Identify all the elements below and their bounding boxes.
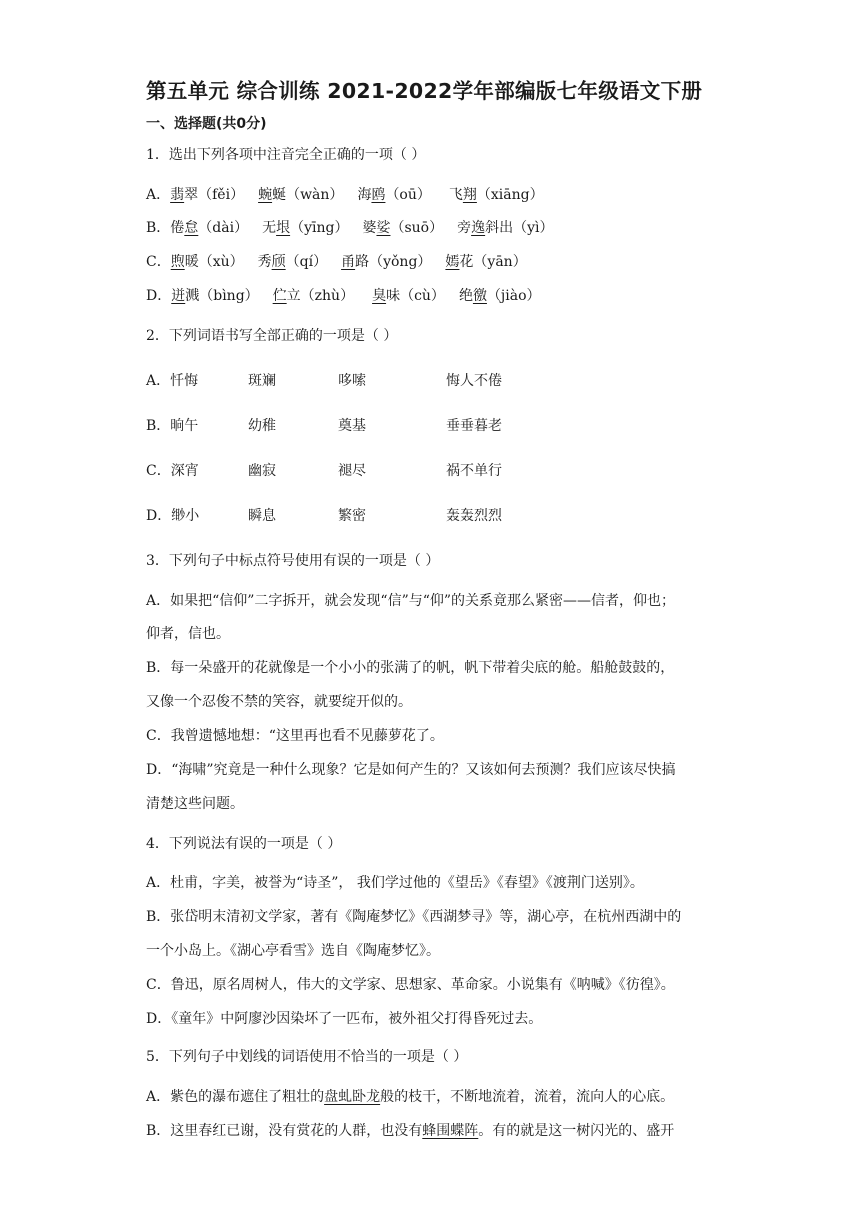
question-5-stem: 5．下列句子中划线的词语使用不恰当的一项是（ ） bbox=[146, 1049, 468, 1065]
q3-option-b[interactable]: B．每一朵盛开的花就像是一个小小的张满了的帆，帆下带着尖底的舱。船舱鼓鼓的， bbox=[146, 660, 675, 676]
option-text: B．这里春红已谢，没有赏花的人群，也没有 bbox=[146, 1123, 423, 1139]
option-text: 旁 bbox=[457, 220, 472, 236]
q3-option-a-cont: 仰者，信也。 bbox=[146, 626, 230, 642]
word-cell: D．缈小 bbox=[146, 508, 200, 524]
q1-option-b[interactable] bbox=[146, 218, 554, 238]
q5-option-b[interactable] bbox=[146, 1121, 674, 1141]
q3-option-c[interactable]: C．我曾遗憾地想：“这里再也看不见藤萝花了。 bbox=[146, 728, 444, 744]
q3-option-b-cont: 又像一个忍俊不禁的笑容，就要绽开似的。 bbox=[146, 694, 412, 710]
q5-option-a[interactable] bbox=[146, 1087, 674, 1107]
option-text: 花（yān） bbox=[459, 254, 527, 270]
option-text: 绝 bbox=[458, 288, 473, 304]
underlined-char: 臭 bbox=[372, 288, 387, 304]
option-text: （suō） bbox=[390, 220, 444, 236]
underlined-char: 翔 bbox=[462, 187, 477, 203]
option-text: 斜出（yì） bbox=[485, 220, 554, 236]
word-cell: 褪尽 bbox=[338, 463, 366, 479]
word-cell: C．深宵 bbox=[146, 463, 199, 479]
option-text: 无 bbox=[262, 220, 277, 236]
underlined-char: 娑 bbox=[376, 220, 391, 236]
option-text: 翠（fěi） bbox=[184, 187, 245, 203]
underlined-char: 怠 bbox=[184, 220, 199, 236]
option-text: 立（zhù） bbox=[286, 288, 355, 304]
option-text: 婆 bbox=[362, 220, 377, 236]
option-text: （dài） bbox=[198, 220, 249, 236]
option-text: 暖（xù） bbox=[184, 254, 244, 270]
option-text: （yīng） bbox=[290, 220, 349, 236]
option-text: （xiāng） bbox=[476, 187, 544, 203]
underlined-char: 颀 bbox=[271, 254, 286, 270]
option-text: （qí） bbox=[285, 254, 328, 270]
q1-option-d[interactable] bbox=[146, 286, 541, 306]
underlined-char: 垠 bbox=[276, 220, 291, 236]
underlined-char: 嫣 bbox=[445, 254, 460, 270]
q4-option-b-cont: 一个小岛上。《湖心亭看雪》选自《陶庵梦忆》。 bbox=[146, 943, 440, 959]
q1-option-a[interactable] bbox=[146, 185, 544, 205]
option-text: 海 bbox=[357, 187, 372, 203]
option-text: 般的枝干，不断地流着，流着，流向人的心底。 bbox=[380, 1089, 675, 1105]
word-cell: 繁密 bbox=[338, 508, 366, 524]
word-cell: 斑斓 bbox=[248, 373, 276, 389]
question-3-stem: 3．下列句子中标点符号使用有误的一项是（ ） bbox=[146, 553, 440, 569]
underlined-char: 徼 bbox=[472, 288, 487, 304]
q3-option-a[interactable]: A．如果把“信仰”二字拆开，就会发现“信”与“仰”的关系竟那么紧密——信者，仰也； bbox=[146, 593, 676, 609]
underlined-char: 伫 bbox=[272, 288, 287, 304]
underlined-char: 逸 bbox=[471, 220, 486, 236]
option-text: （oū） bbox=[385, 187, 431, 203]
section-heading: 一、选择题(共0分) bbox=[146, 116, 267, 132]
q4-option-b[interactable]: B．张岱明末清初文学家，著有《陶庵梦忆》《西湖梦寻》等，湖心亭，在杭州西湖中的 bbox=[146, 909, 682, 925]
page-title: 第五单元 综合训练 2021-2022学年部编版七年级语文下册 bbox=[146, 79, 703, 103]
option-text: 蜒（wàn） bbox=[272, 187, 344, 203]
underlined-char: 蜿 bbox=[258, 187, 273, 203]
q3-option-d[interactable]: D．“海啸”究竟是一种什么现象？它是如何产生的？又该如何去预测？我们应该尽快搞 bbox=[146, 762, 676, 778]
word-cell: 轰轰烈烈 bbox=[446, 508, 502, 524]
underlined-phrase: 蜂围蝶阵 bbox=[422, 1123, 479, 1139]
underlined-char: 甬 bbox=[341, 254, 356, 270]
word-cell: 垂垂暮老 bbox=[446, 418, 502, 434]
option-label: D． bbox=[146, 288, 172, 304]
option-label: B． bbox=[146, 220, 171, 236]
underlined-char: 煦 bbox=[170, 254, 185, 270]
word-cell: A．忏悔 bbox=[146, 373, 199, 389]
word-cell: 幽寂 bbox=[248, 463, 276, 479]
q4-option-c[interactable]: C．鲁迅，原名周树人，伟大的文学家、思想家、革命家。小说集有《呐喊》《彷徨》。 bbox=[146, 977, 675, 993]
question-1-stem: 1．选出下列各项中注音完全正确的一项（ ） bbox=[146, 147, 426, 163]
option-label: A． bbox=[146, 187, 171, 203]
option-text: A．紫色的瀑布遮住了粗壮的 bbox=[146, 1089, 325, 1105]
underlined-char: 翡 bbox=[170, 187, 185, 203]
q4-option-d[interactable]: D．《童年》中阿廖沙因染坏了一匹布，被外祖父打得昏死过去。 bbox=[146, 1011, 543, 1027]
option-text: 飞 bbox=[448, 187, 463, 203]
q1-option-c[interactable] bbox=[146, 252, 527, 272]
option-text: 溅（bìng） bbox=[185, 288, 259, 304]
word-cell: B．晌午 bbox=[146, 418, 199, 434]
option-label: C． bbox=[146, 254, 171, 270]
underlined-char: 迸 bbox=[171, 288, 186, 304]
word-cell: 哆嗦 bbox=[338, 373, 366, 389]
option-text: 倦 bbox=[170, 220, 185, 236]
option-text: 。有的就是这一树闪光的、盛开 bbox=[478, 1123, 675, 1139]
underlined-char: 鸥 bbox=[371, 187, 386, 203]
option-text: 味（cù） bbox=[386, 288, 445, 304]
option-text: （jiào） bbox=[486, 288, 541, 304]
option-text: 秀 bbox=[257, 254, 272, 270]
question-4-stem: 4．下列说法有误的一项是（ ） bbox=[146, 836, 342, 852]
word-cell: 幼稚 bbox=[248, 418, 276, 434]
word-cell: 祸不单行 bbox=[446, 463, 502, 479]
word-cell: 瞬息 bbox=[248, 508, 276, 524]
option-text: 路（yǒng） bbox=[355, 254, 432, 270]
underlined-phrase: 盘虬卧龙 bbox=[324, 1089, 381, 1105]
word-cell: 悔人不倦 bbox=[446, 373, 502, 389]
q3-option-d-cont: 清楚这些问题。 bbox=[146, 796, 244, 812]
word-cell: 奠基 bbox=[338, 418, 366, 434]
q4-option-a[interactable]: A．杜甫，字美，被誉为“诗圣”， 我们学过他的《望岳》《春望》《渡荆门送别》。 bbox=[146, 875, 644, 891]
question-2-stem: 2．下列词语书写全部正确的一项是（ ） bbox=[146, 328, 398, 344]
